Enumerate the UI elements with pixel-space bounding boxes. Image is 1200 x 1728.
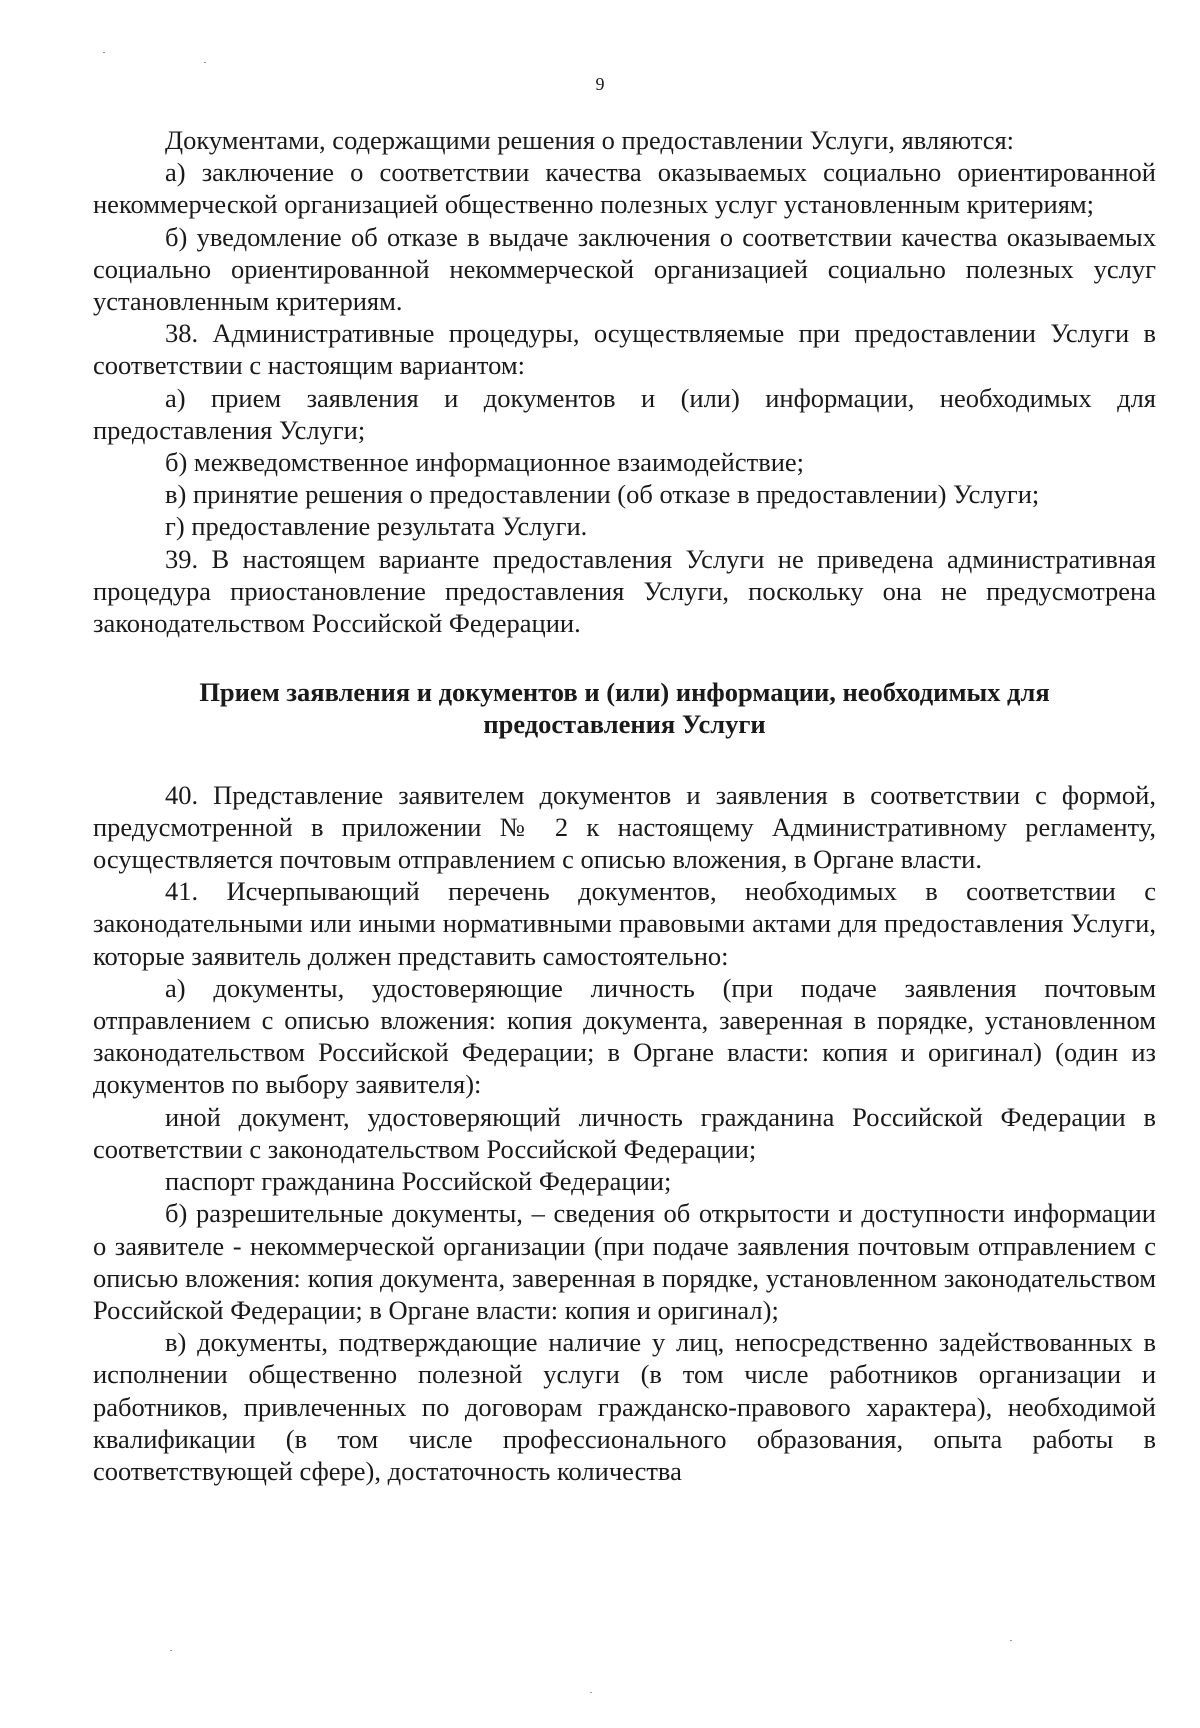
paragraph-41-a-passport: паспорт гражданина Российской Федерации; [165,1166,672,1197]
paragraph-41-b: б) разрешительные документы, – сведения об открытости и доступности информации о заявителе - некоммерческой организации (при подаче заявления почтовым отправлением с описью вложения: копия документа, заверенная в порядке, установленном законодательством Российской Федерации; в Органе власти: копия и оригинал); [93,1198,1156,1325]
paragraph-38-b: б) межведомственное информационное взаимодействие; [165,447,805,478]
scan-speck [103,52,105,53]
section-heading-line-2: предоставления Услуги [483,709,766,740]
scan-speck [1010,1640,1012,1641]
scan-speck [204,62,206,63]
paragraph-item-b-notice: б) уведомление об отказе в выдаче заключения о соответствии качества оказываемых социально ориентированной некоммерческой организацией социально полезных услуг установленным критериям. [93,221,1156,317]
section-heading-line-1: Прием заявления и документов и (или) информации, необходимых для [199,677,1050,708]
paragraph-38-c: в) принятие решения о предоставлении (об отказе в предоставлении) Услуги; [165,479,1040,510]
paragraph-38: 38. Административные процедуры, осуществляемые при предоставлении Услуги в соответствии с настоящим вариантом: [93,318,1156,381]
paragraph-38-a: а) прием заявления и документов и (или) информации, необходимых для предоставления Услуги; [93,382,1156,445]
page-number: 9 [595,74,605,94]
paragraph-39: 39. В настоящем варианте предоставления Услуги не приведена административная процедура приостановление предоставления Услуги, поскольку она не предусмотрена законодательством Российской Федерации. [93,543,1156,639]
paragraph-results-intro: Документами, содержащими решения о предоставлении Услуги, являются: [165,125,1015,155]
scan-speck [170,1650,172,1651]
paragraph-41-a: а) документы, удостоверяющие личность (при подаче заявления почтовым отправлением с описью вложения: копия документа, заверенная в порядке, установленном законодательством Российской Федерации; в Органе власти: копия и оригинал) (один из документов по выбору заявителя): [93,972,1156,1100]
paragraph-40: 40. Представление заявителем документов и заявления в соответствии с формой, предусмотренной в приложении № 2 к настоящему Административному регламенту, осуществляется почтовым отправлением с описью вложения, в Органе власти. [93,779,1156,875]
paragraph-item-a-conclusion: а) заключение о соответствии качества оказываемых социально ориентированной некоммерческой организацией общественно полезных услуг установленным критериям; [93,157,1156,220]
scan-speck [590,1692,592,1693]
document-body [93,124,1156,1487]
paragraph-41-a-other-id: иной документ, удостоверяющий личность гражданина Российской Федерации в соответствии с законодательством Российской Федерации; [93,1101,1156,1164]
paragraph-38-d: г) предоставление результата Услуги. [165,511,588,542]
paragraph-41-c: в) документы, подтверждающие наличие у лиц, непосредственно задействованных в исполнении общественно полезной услуги (в том числе работников организации и работников, привлеченных по договорам гражданско-правового характера), необходимой квалификации (в том числе профессионального образования, опыта работы в соответствующей сфере), достаточность количества [93,1327,1156,1486]
section-heading [93,676,1156,740]
paragraph-41: 41. Исчерпывающий перечень документов, необходимых в соответствии с законодательными или иными нормативными правовыми актами для предоставления Услуги, которые заявитель должен представить самостоятельно: [93,876,1156,971]
